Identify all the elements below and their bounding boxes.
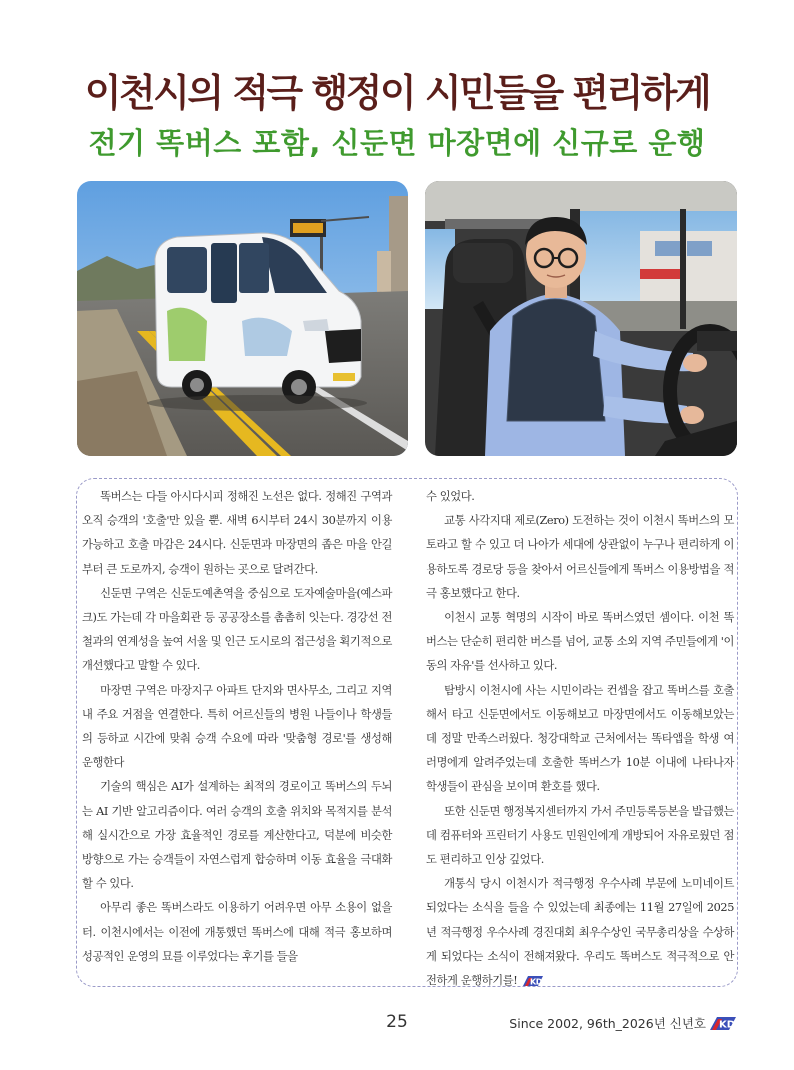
driver-photo	[425, 181, 737, 456]
paragraph: 신둔면 구역은 신둔도예촌역을 중심으로 도자예술마을(예스파크)도 가는데 각 마을회관 등 공공장소를 촘촘히 잇는다. 경강선 전철과의 연계성을 높여 서울 및 인근 도시로의 접근성을 획기적으로 개선했다고 말할 수 있다.	[82, 586, 392, 673]
kd-logo-icon	[523, 975, 543, 987]
article-left-column	[82, 485, 392, 969]
article-right-column	[426, 485, 734, 993]
footer-issue-text: Since 2002, 96th_2026년 신년호	[509, 1016, 706, 1031]
paragraph: 수 있었다.	[426, 490, 475, 503]
svg-text:KD: KD	[530, 977, 543, 987]
paragraph: 이천시 교통 혁명의 시작이 바로 똑버스였던 셈이다. 이천 똑버스는 단순히 편리한 버스를 넘어, 교통 소외 지역 주민들에게 '이동의 자유'를 선사하고 있다.	[426, 611, 734, 673]
article-headline: 이천시의 적극 행정이 시민들을 편리하게	[84, 71, 710, 115]
kd-logo-icon	[710, 1016, 736, 1031]
article-subhead: 전기 똑버스 포함, 신둔면 마장면에 신규로 운행	[88, 126, 706, 160]
paragraph: 아무리 좋은 똑버스라도 이용하기 어려우면 아무 소용이 없을 터. 이천시에서는 이전에 개통했던 똑버스에 대해 적극 홍보하며 성공적인 운영의 묘를 이루었다는 후기를 들을	[82, 901, 392, 963]
page-number: 25	[386, 1012, 408, 1032]
minibus-photo-illustration	[77, 181, 408, 456]
last-paragraph	[426, 872, 734, 993]
paragraph: 또한 신둔면 행정복지센터까지 가서 주민등록등본을 발급했는데 컴퓨터와 프린터기 사용도 민원인에게 개방되어 자유로웠던 점도 편리하고 인상 깊었다.	[426, 804, 734, 867]
paragraph-text: 개통식 당시 이천시가 적극행정 우수사례 부문에 노미네이트 되었다는 소식을 들을 수 있었는데 최종에는 11월 27일에 2025년 적극행정 우수사례 경진대회 최우수상인 국무총리상을 수상하게 되었다는 소식이 전해져왔다. 우리도 똑버스도 적극적으로 안전하게 운행하기를!	[426, 877, 734, 988]
paragraph: 교통 사각지대 제로(Zero) 도전하는 것이 이천시 똑버스의 모토라고 할 수 있고 더 나아가 세대에 상관없이 누구나 편리하게 이용하도록 경로당 등을 찾아서 어르신들에게 똑버스 이용방법을 적극 홍보했다고 한다.	[426, 514, 734, 600]
minibus-photo	[77, 181, 408, 456]
paragraph: 똑버스는 다들 아시다시피 정해진 노선은 없다. 정해진 구역과 오직 승객의 '호출'만 있을 뿐. 새벽 6시부터 24시 30분까지 이용 가능하고 호출 마감은 24시다. 신둔면과 마장면의 좁은 마을 안길부터 큰 도로까지, 승객이 원하는 곳으로 달려간다.	[82, 490, 392, 576]
footer-issue	[509, 1014, 736, 1032]
driver-photo-illustration	[425, 181, 737, 456]
paragraph: 마장면 구역은 마장지구 아파트 단지와 면사무소, 그리고 지역 내 주요 거점을 연결한다. 특히 어르신들의 병원 나들이나 학생들의 등하교 시간에 맞춰 승객 수요에 따라 '맞춤형 경로'를 생성해 운행한다	[82, 683, 392, 770]
svg-text:KD: KD	[719, 1019, 736, 1030]
paragraph: 기술의 핵심은 AI가 설계하는 최적의 경로이고 똑버스의 두뇌는 AI 기반 알고리즘이다. 여러 승객의 호출 위치와 목적지를 분석해 실시간으로 가장 효율적인 경로를 계산한다고, 덕분에 비슷한 방향으로 가는 승객들이 자연스럽게 합승하며 이동 효율을 극대화할 수 있다.	[82, 780, 392, 891]
paragraph: 탐방시 이천시에 사는 시민이라는 컨셉을 잡고 똑버스를 호출해서 타고 신둔면에서도 이동해보고 마장면에서도 이동해보았는데 정말 만족스러웠다. 청강대학교 근처에서는 똑타앱을 학생 여러명에게 알려주었는데 호출한 똑버스가 10분 이내에 나타나자 학생들이 관심을 보이며 환호를 했다.	[426, 683, 734, 794]
